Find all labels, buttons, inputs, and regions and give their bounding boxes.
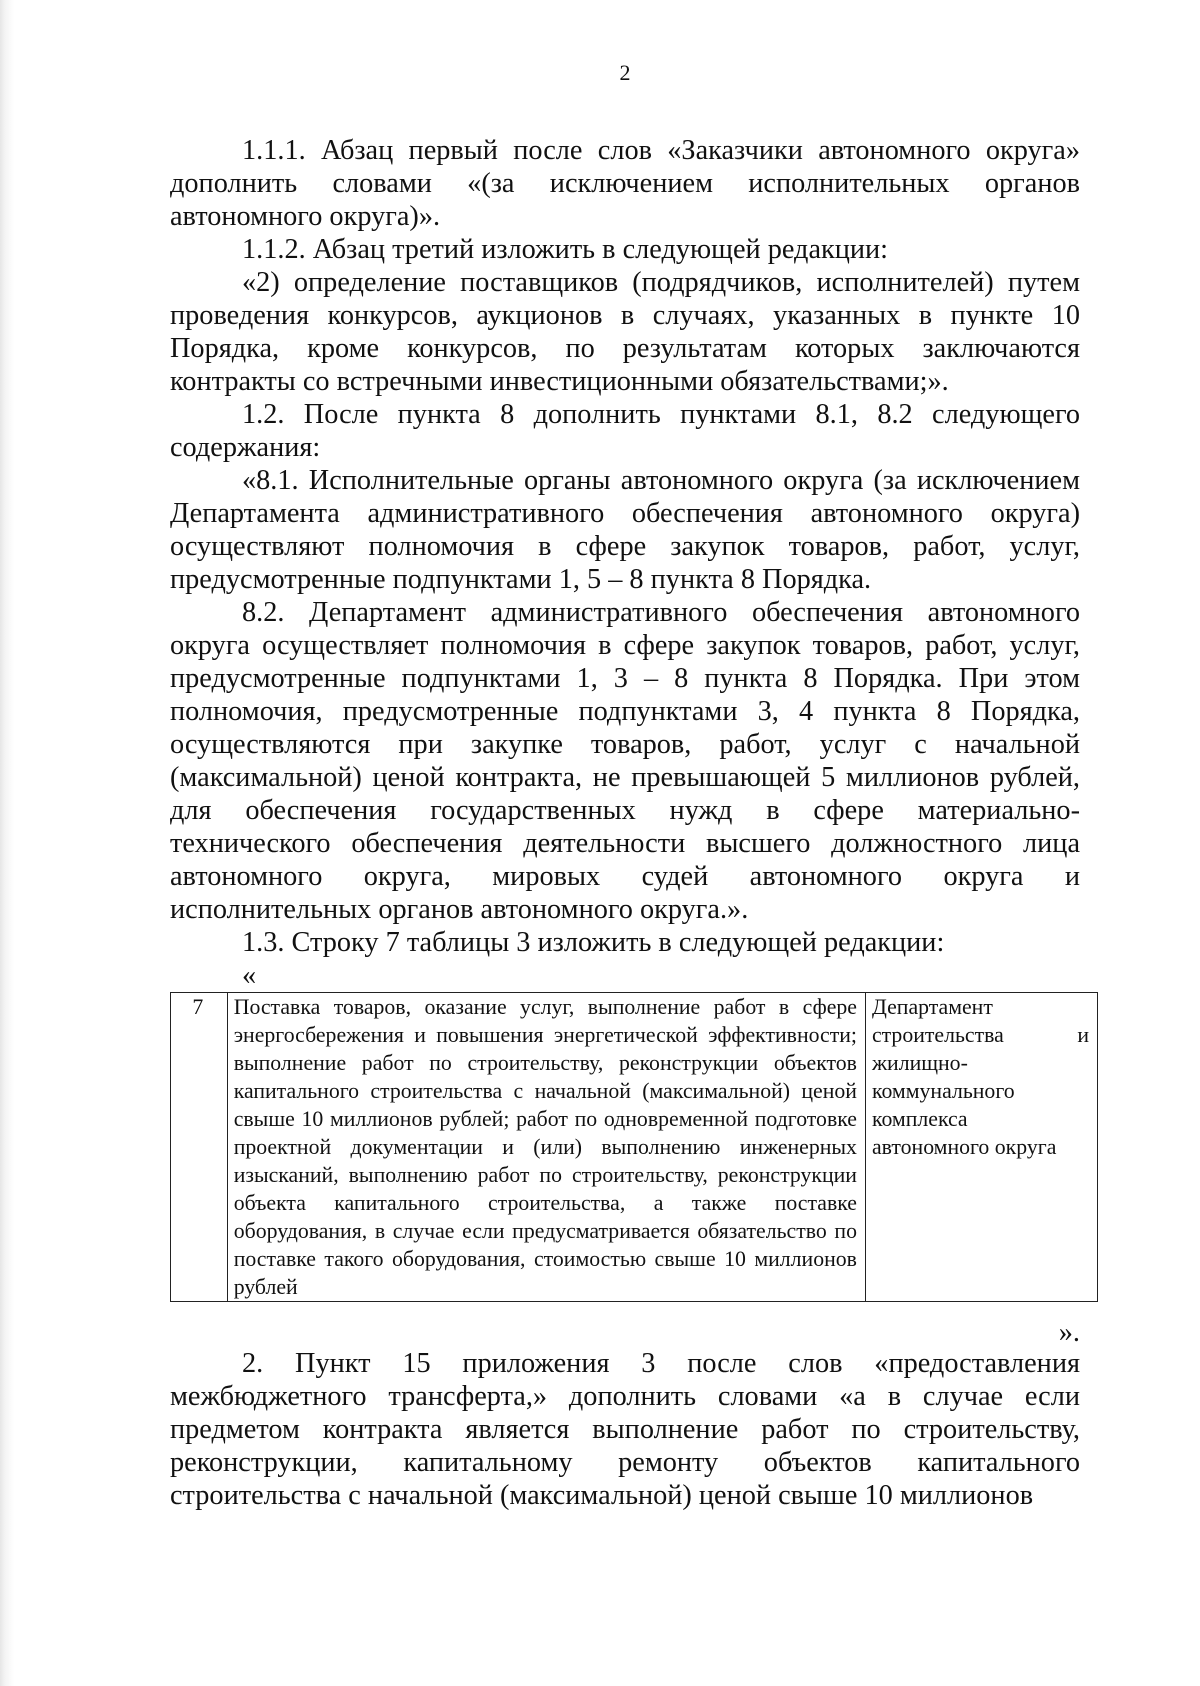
row-department-cell: Департамент строительства и жилищно-коммунального комплекса автономного округа [865,993,1097,1302]
quote-open-mark: « [242,960,257,991]
paragraph-quote-2: «2) определение поставщиков (подрядчиков, исполнителей) путем проведения конкурсов, аукционов в случаях, указанных в пункте 10 Порядка, кроме конкурсов, по результатам которых заключаются контракты со встречными инвестиционными обязательствами;». [170,267,1080,397]
paragraph-2: 2. Пункт 15 приложения 3 после слов «предоставления межбюджетного трансферта,» дополнить словами «а в случае если предметом контракта является выполнение работ по строительству, реконструкции, капитальному ремонту объектов капитального строительства с начальной (максимальной) ценой свыше 10 миллионов [170,1348,1080,1511]
scan-edge-shadow [0,0,14,1686]
paragraph-1-2: 1.2. После пункта 8 дополнить пунктами 8.1, 8.2 следующего содержания: [170,399,1080,463]
quote-close-mark: ». [1058,1317,1080,1348]
row-number-cell: 7 [171,993,228,1302]
document-body [170,134,1089,1512]
row-description-cell: Поставка товаров, оказание услуг, выполнение работ в сфере энергосбережения и повышения энергетической эффективности; выполнение работ по строительству, реконструкции объектов капитального строительства с начальной (максимальной) ценой свыше 10 миллионов рублей; работ по одновременной подготовке проектной документации и (или) выполнению инженерных изысканий, выполнению работ по строительству, реконструкции объекта капитального строительства, а также поставке оборудования, в случае если предусматривается обязательство по поставке такого оборудования, стоимостью свыше 10 миллионов рублей [227,993,865,1302]
table-3-row-7 [170,992,1098,1302]
paragraph-8-1: «8.1. Исполнительные органы автономного округа (за исключением Департамента административного обеспечения автономного округа) осуществляют полномочия в сфере закупок товаров, работ, услуг, предусмотренные подпунктами 1, 5 – 8 пункта 8 Порядка. [170,465,1080,595]
paragraph-1-3: 1.3. Строку 7 таблицы 3 изложить в следующей редакции: [242,927,945,958]
paragraph-8-2: 8.2. Департамент административного обеспечения автономного округа осуществляет полномочия в сфере закупок товаров, работ, услуг, предусмотренные подпунктами 1, 3 – 8 пункта 8 Порядка. При этом полномочия, предусмотренные подпунктами 3, 4 пункта 8 Порядка, осуществляются при закупке товаров, работ, услуг с начальной (максимальной) ценой контракта, не превышающей 5 миллионов рублей, для обеспечения государственных нужд в сфере материально-технического обеспечения деятельности высшего должностного лица автономного округа, мировых судей автономного округа и исполнительных органов автономного округа.». [170,597,1080,925]
page-number: 2 [619,60,631,85]
table-row [171,993,1098,1302]
paragraph-1-1-2: 1.1.2. Абзац третий изложить в следующей редакции: [242,234,889,265]
paragraph-1-1-1: 1.1.1. Абзац первый после слов «Заказчики автономного округа» дополнить словами «(за исключением исполнительных органов автономного округа)». [170,135,1080,232]
